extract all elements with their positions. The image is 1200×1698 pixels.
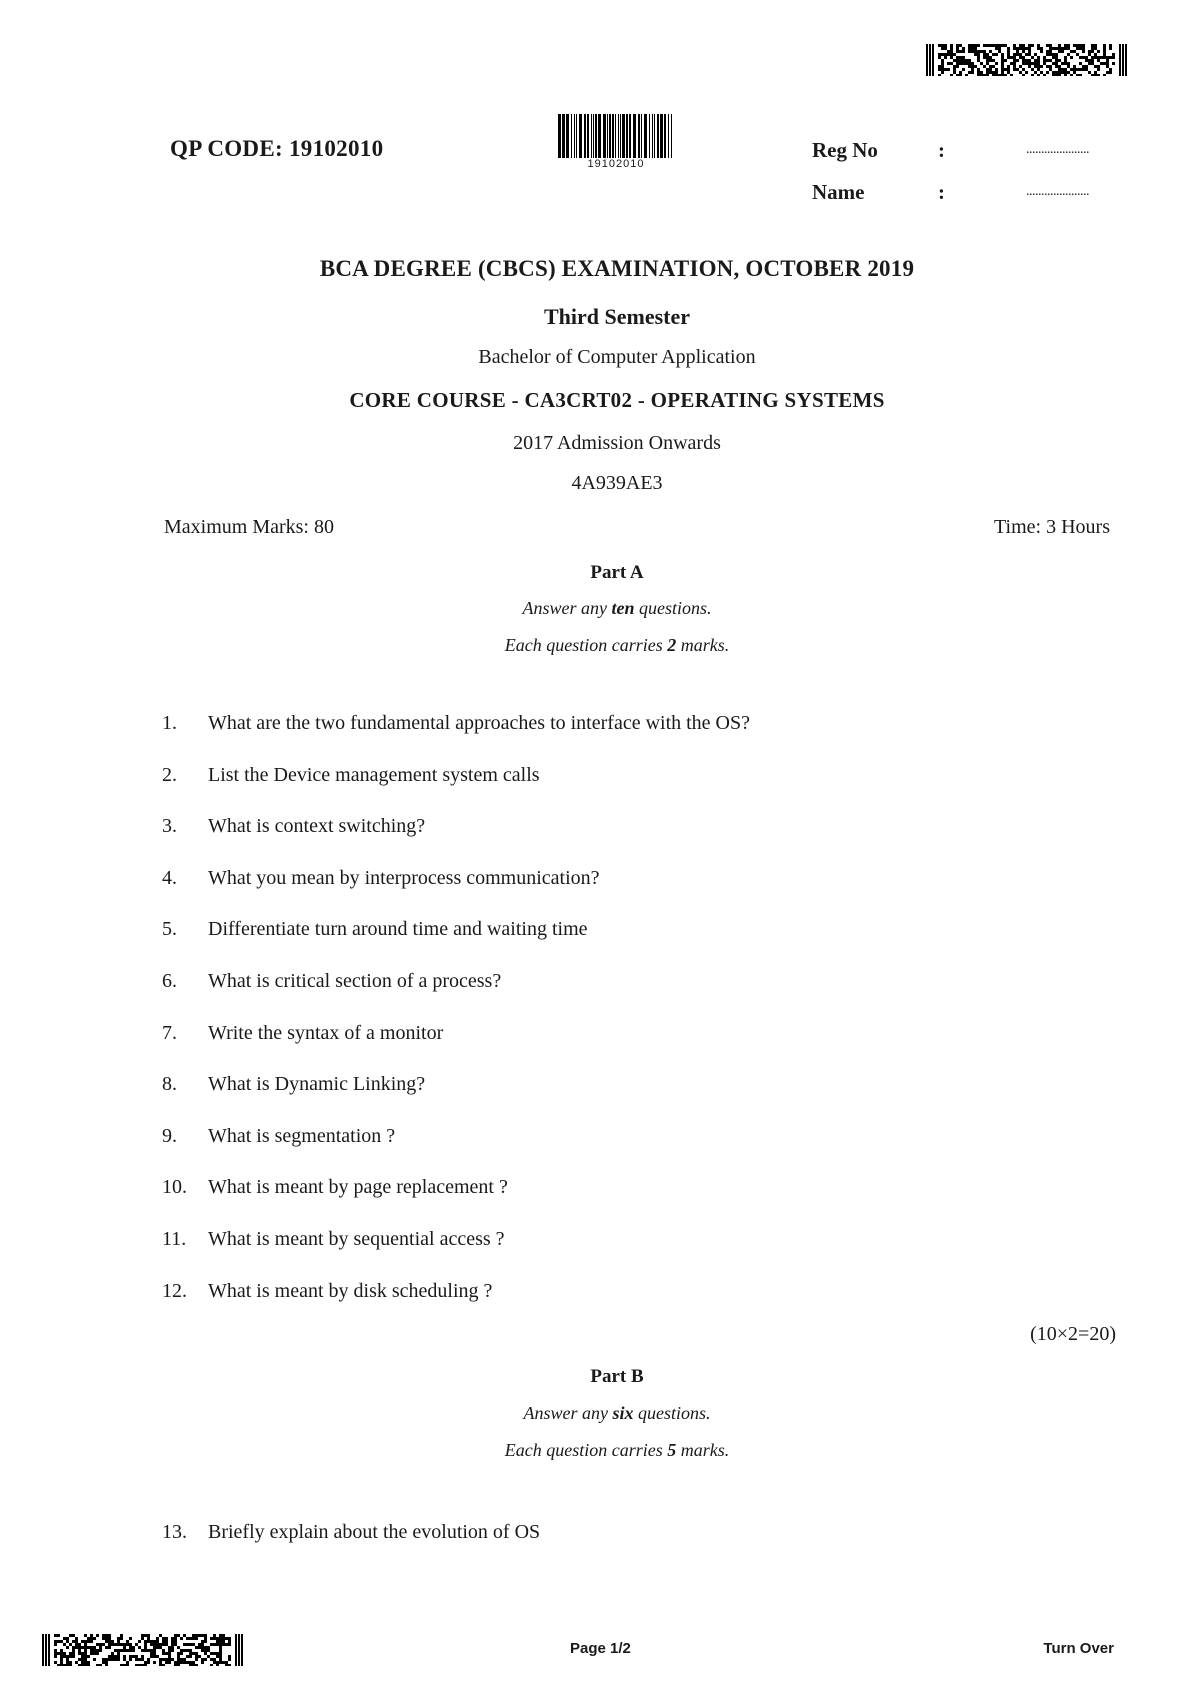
question-text: What you mean by interprocess communication? (208, 866, 600, 889)
question-text: What is Dynamic Linking? (208, 1073, 426, 1096)
question-number: 12. (162, 1279, 187, 1302)
question-number: 9. (162, 1124, 177, 1147)
part-a-title: Part A (590, 562, 644, 583)
admission-note: 2017 Admission Onwards (513, 432, 721, 454)
question-number: 1. (162, 712, 177, 734)
question-item (162, 1521, 1122, 1551)
question-item (162, 1022, 1122, 1074)
part-b-instruction-count: Answer any six questions. (523, 1403, 711, 1423)
qp-code: QP CODE: 19102010 (170, 136, 384, 161)
question-number: 10. (162, 1176, 187, 1199)
question-item (162, 970, 1122, 1022)
question-item (162, 1228, 1122, 1280)
question-text: Differentiate turn around time and waiting time (208, 918, 588, 941)
part-a-instruction-count: Answer any ten questions. (522, 598, 712, 618)
part-b-title: Part B (590, 1366, 644, 1387)
qp-barcode (558, 114, 674, 158)
part-a-question-list (162, 712, 1122, 1331)
question-number: 6. (162, 969, 177, 992)
turn-over-note: Turn Over (1043, 1640, 1114, 1657)
reg-no-blank: ..................... (1026, 142, 1089, 157)
question-item (162, 918, 1122, 970)
question-number: 4. (162, 866, 177, 889)
question-text: List the Device management system calls (208, 763, 540, 786)
question-number: 3. (162, 815, 177, 838)
question-item (162, 764, 1122, 816)
question-number: 7. (162, 1021, 177, 1044)
maximum-marks: Maximum Marks: 80 (164, 516, 334, 538)
question-text: Write the syntax of a monitor (208, 1021, 444, 1044)
name-label: Name (812, 180, 865, 204)
question-text: What is meant by page replacement ? (208, 1176, 508, 1199)
question-text: Briefly explain about the evolution of OS (208, 1521, 541, 1543)
question-item (162, 867, 1122, 919)
question-item (162, 1176, 1122, 1228)
semester: Third Semester (543, 304, 691, 329)
question-item (162, 1073, 1122, 1125)
name-colon: : (938, 180, 945, 204)
question-item (162, 712, 1122, 764)
question-text: What is critical section of a process? (208, 969, 502, 992)
top-right-barcode (926, 44, 1128, 76)
bottom-left-barcode (42, 1634, 244, 1666)
question-item (162, 815, 1122, 867)
name-blank: ..................... (1026, 184, 1089, 199)
exam-title: BCA DEGREE (CBCS) EXAMINATION, OCTOBER 2019 (319, 256, 915, 281)
part-a-marks-total: (10×2=20) (1030, 1323, 1116, 1345)
program-name: Bachelor of Computer Application (478, 346, 756, 368)
reg-no-label: Reg No (812, 138, 878, 162)
question-number: 8. (162, 1073, 177, 1096)
page-number: Page 1/2 (570, 1640, 631, 1657)
question-item (162, 1280, 1122, 1332)
part-a-instruction-marks: Each question carries 2 marks. (504, 635, 730, 655)
part-b-instruction-marks: Each question carries 5 marks. (504, 1440, 730, 1460)
exam-time: Time: 3 Hours (994, 516, 1110, 538)
question-text: What are the two fundamental approaches to interface with the OS? (208, 712, 751, 734)
paper-code: 4A939AE3 (571, 472, 663, 494)
question-number: 11. (162, 1227, 187, 1250)
question-number: 5. (162, 918, 177, 941)
question-text: What is context switching? (208, 815, 426, 838)
question-text: What is meant by sequential access ? (208, 1227, 505, 1250)
question-number: 2. (162, 763, 177, 786)
question-text: What is segmentation ? (208, 1124, 396, 1147)
qp-barcode-number: 19102010 (587, 158, 645, 170)
course-title: CORE COURSE - CA3CRT02 - OPERATING SYSTEMS (349, 388, 885, 412)
question-number: 13. (162, 1521, 187, 1543)
question-item (162, 1125, 1122, 1177)
question-text: What is meant by disk scheduling ? (208, 1279, 493, 1302)
reg-no-colon: : (938, 138, 945, 162)
